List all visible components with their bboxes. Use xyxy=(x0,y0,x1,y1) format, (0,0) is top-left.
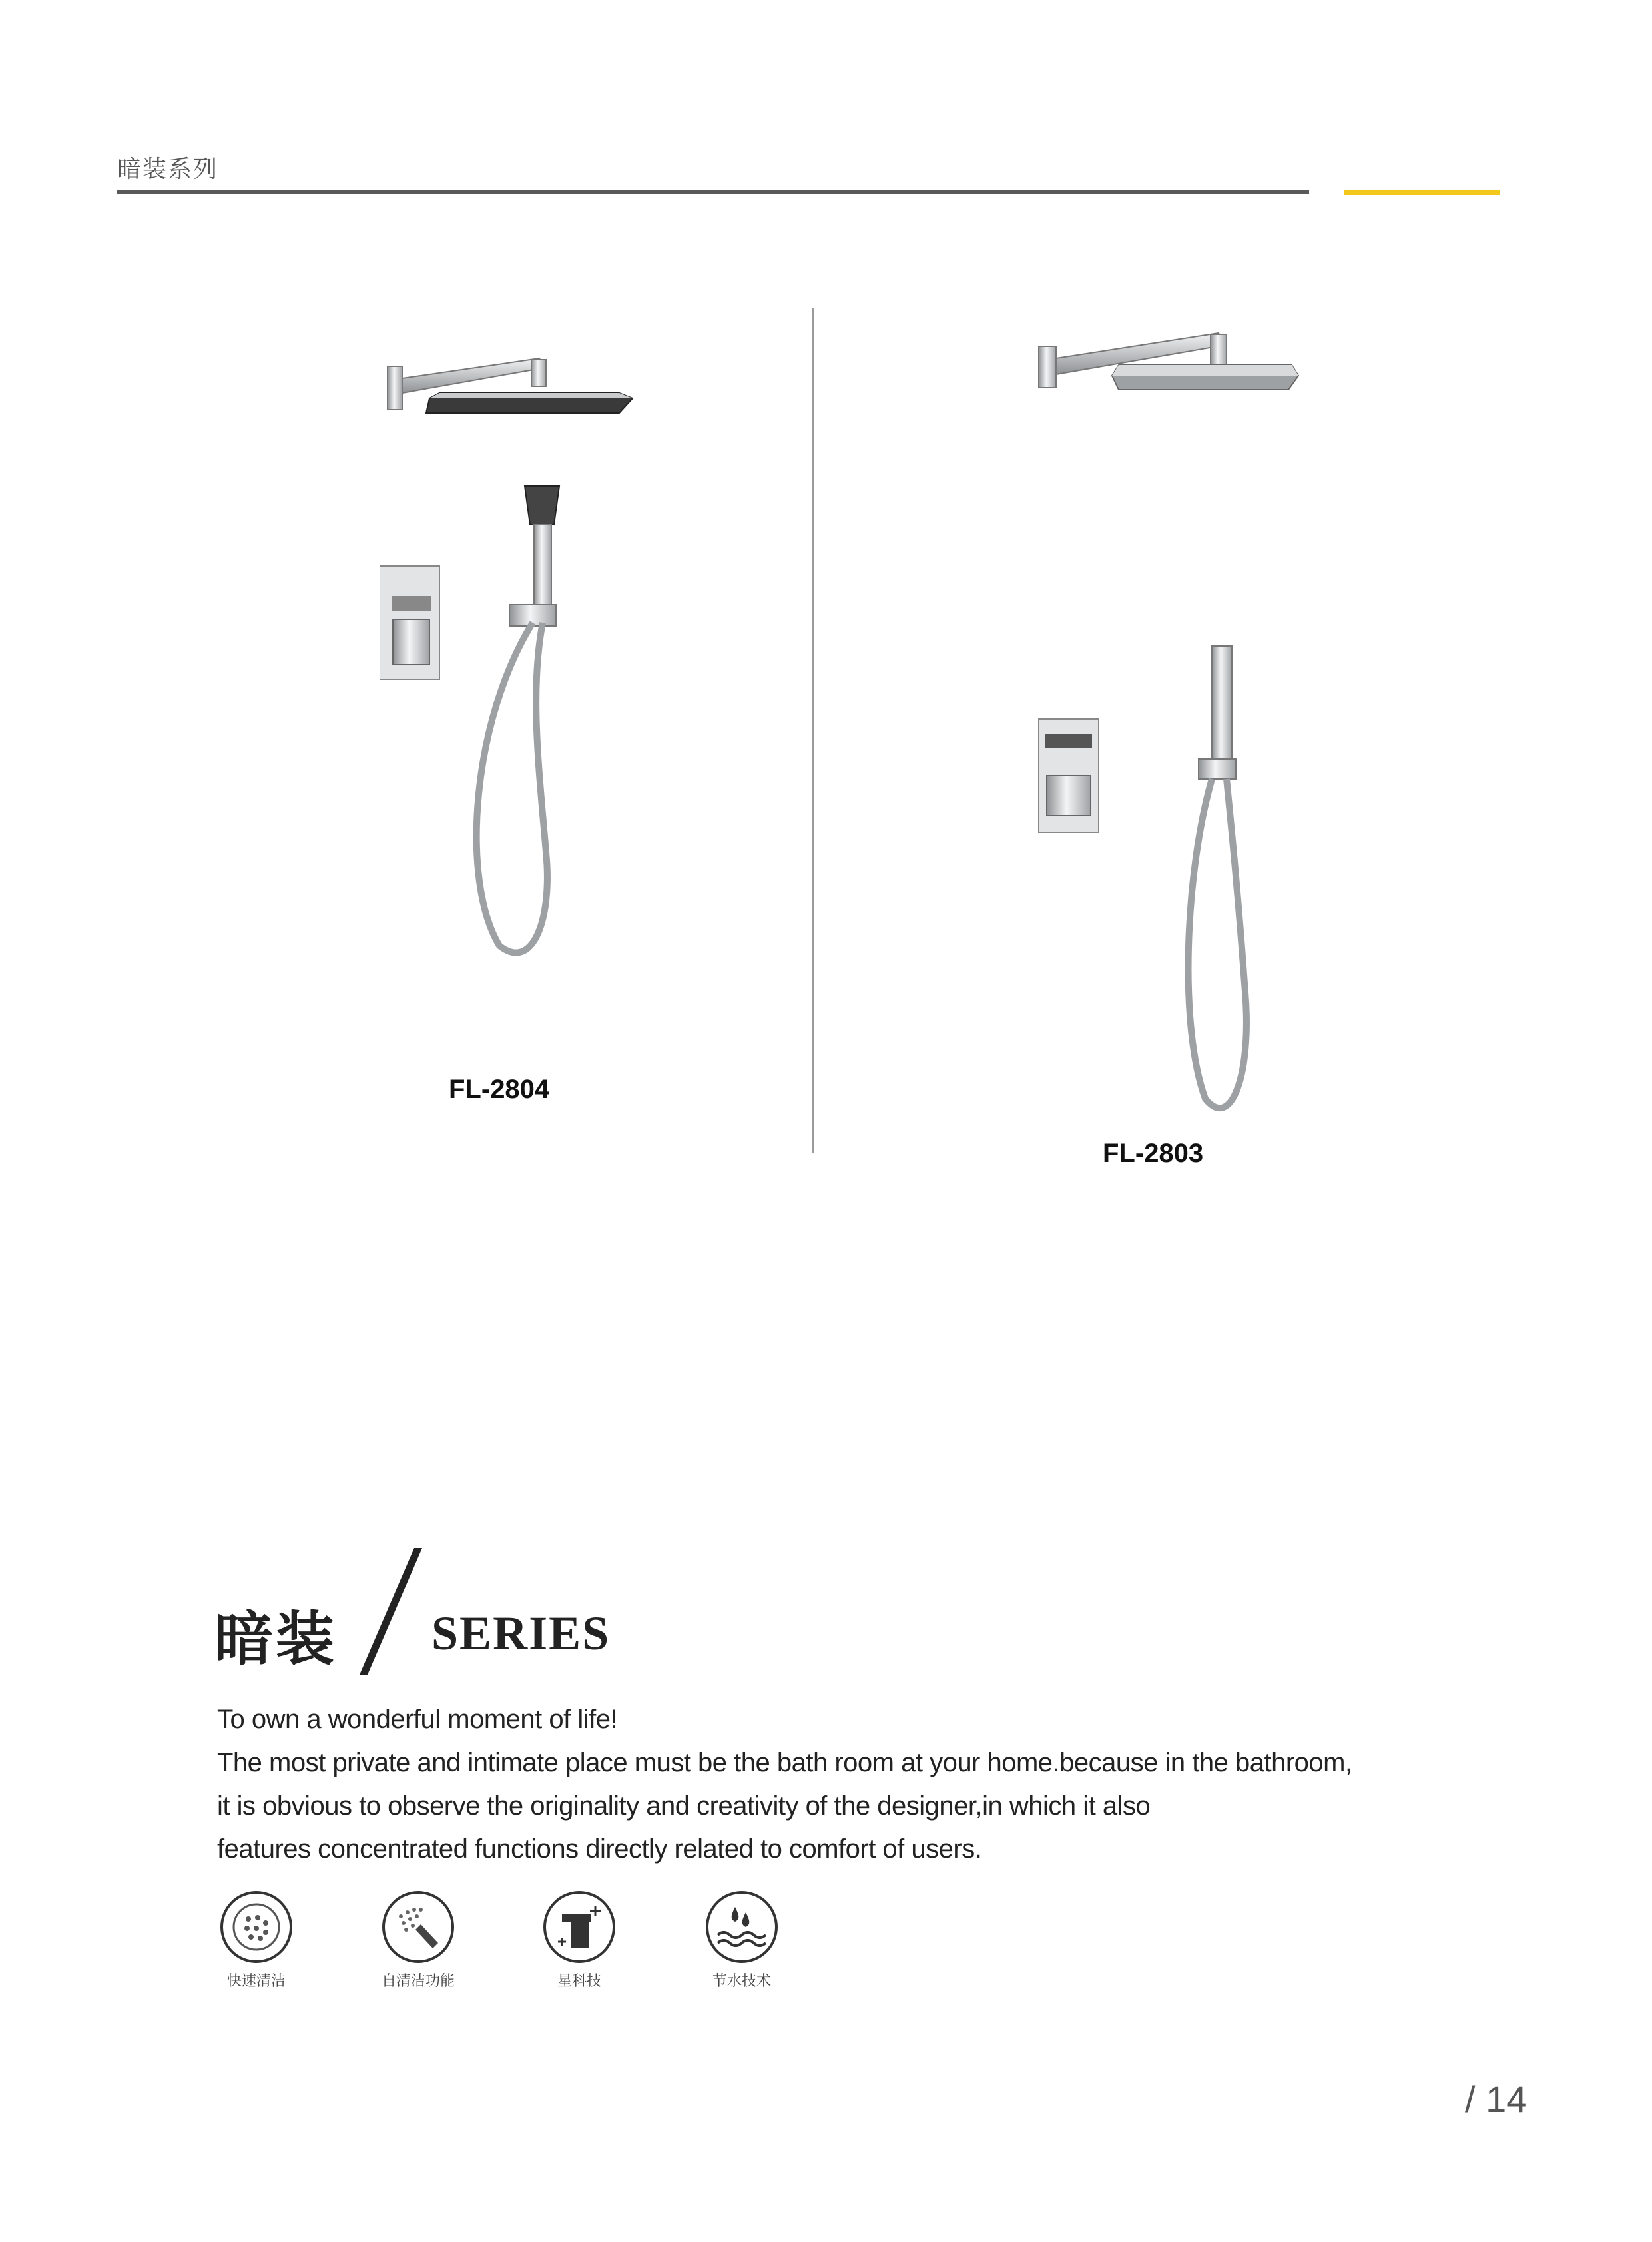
feature-self-clean xyxy=(365,1890,471,1990)
feature-label-water-saving: 节水技术 xyxy=(712,1973,771,1990)
feature-water-saving xyxy=(688,1890,795,1990)
feature-star-tech xyxy=(526,1890,633,1990)
self-clean-icon xyxy=(381,1890,455,1964)
intro-line-1: To own a wonderful moment of life! xyxy=(217,1705,618,1734)
header-rule xyxy=(117,190,1309,194)
product-image-fl-2803 xyxy=(1032,326,1312,1139)
header-accent-rule xyxy=(1344,190,1500,195)
model-label-fl-2803: FL-2803 xyxy=(1103,1139,1204,1168)
page-number: / 14 xyxy=(1465,2078,1527,2120)
intro-line-2: The most private and intimate place must be the bath room at your home.because in the bathroom, xyxy=(217,1748,1352,1777)
slash-divider-icon xyxy=(354,1548,427,1675)
column-divider xyxy=(812,308,814,1153)
model-label-fl-2804: FL-2804 xyxy=(449,1075,550,1104)
section-title: 暗装系列 xyxy=(117,156,219,183)
intro-line-4: features concentrated functions directly related to comfort of users. xyxy=(217,1834,982,1864)
feature-label-quick-clean: 快速清洁 xyxy=(226,1973,286,1990)
feature-label-star-tech: 星科技 xyxy=(557,1973,601,1990)
water-saving-icon xyxy=(704,1890,779,1964)
series-title-en: SERIES xyxy=(431,1607,611,1660)
star-tech-icon xyxy=(542,1890,617,1964)
product-image-fl-2804 xyxy=(380,346,646,1019)
feature-label-self-clean: 自清洁功能 xyxy=(381,1973,455,1990)
intro-line-3: it is obvious to observe the originality and creativity of the designer,in which it also xyxy=(217,1791,1151,1821)
feature-quick-clean xyxy=(203,1890,310,1990)
series-title-cn: 暗装 xyxy=(214,1604,338,1673)
quick-clean-icon xyxy=(219,1890,294,1964)
